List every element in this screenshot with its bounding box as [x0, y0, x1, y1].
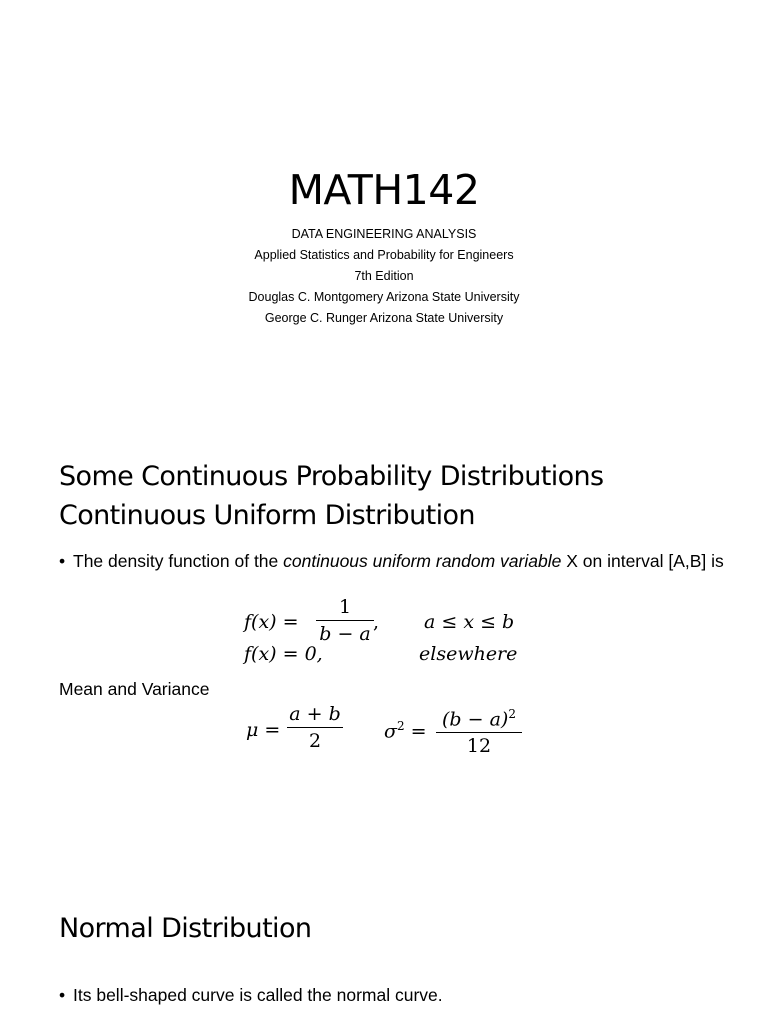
fraction-bar	[436, 732, 522, 733]
variance-numerator-power: 2	[508, 707, 516, 721]
slide-heading: Normal Distribution	[59, 913, 312, 944]
uniform-distribution-slide	[0, 393, 768, 853]
variance-power: 2	[396, 719, 405, 733]
heading-line-2: Continuous Uniform Distribution	[59, 500, 475, 531]
subtitle-line-author-2: George C. Runger Arizona State University	[264, 311, 504, 325]
formula-fraction	[316, 595, 374, 646]
slide-heading	[59, 457, 604, 535]
bullet-dot-icon: •	[59, 985, 66, 1005]
variance-equals: =	[404, 720, 427, 743]
bullet-text: Its bell-shaped curve is called the normal curve.	[73, 985, 443, 1005]
bullet-prefix: The density function of the	[73, 551, 284, 571]
variance-denominator: 12	[466, 735, 492, 758]
title-slide	[0, 0, 768, 393]
formula-fx: f(x) =	[244, 611, 299, 633]
heading-line-1: Some Continuous Probability Distributions	[59, 461, 604, 492]
bullet-text	[59, 549, 739, 574]
fraction-bar	[287, 727, 343, 728]
fraction-bar	[316, 620, 374, 621]
mean-variance-label: Mean and Variance	[59, 679, 210, 699]
subtitle-line-course: DATA ENGINEERING ANALYSIS	[291, 227, 477, 241]
bullet-suffix: X on interval [A,B] is	[561, 551, 724, 571]
variance-fraction	[436, 702, 522, 758]
mean-lhs: μ =	[246, 719, 281, 741]
normal-curve-bullet	[59, 983, 739, 1008]
mean-fraction	[287, 702, 343, 753]
course-title: MATH142	[288, 166, 480, 214]
formula-comma: ,	[373, 611, 380, 633]
density-bullet	[59, 549, 739, 574]
variance-symbol: σ	[384, 720, 397, 743]
formula-range: a ≤ x ≤ b	[424, 611, 515, 633]
bullet-emphasis: continuous uniform random variable	[283, 551, 562, 571]
variance-lhs	[384, 719, 427, 742]
subtitle-line-author-1: Douglas C. Montgomery Arizona State University	[248, 290, 520, 304]
formula-numerator: 1	[338, 596, 352, 618]
normal-distribution-slide	[0, 853, 768, 1024]
subtitle-block	[0, 224, 768, 329]
mean-numerator: a + b	[289, 703, 341, 725]
subtitle-line-book: Applied Statistics and Probability for Engineers	[254, 248, 514, 262]
formula-denominator: b − a	[319, 623, 371, 645]
variance-numerator-base: (b − a)	[442, 708, 509, 731]
bullet-dot-icon: •	[59, 551, 66, 571]
variance-numerator	[436, 702, 522, 731]
subtitle-line-edition: 7th Edition	[354, 269, 414, 283]
mean-denominator: 2	[308, 730, 322, 752]
formula-elsewhere: elsewhere	[419, 643, 518, 665]
formula-fx-zero: f(x) = 0,	[244, 643, 323, 665]
